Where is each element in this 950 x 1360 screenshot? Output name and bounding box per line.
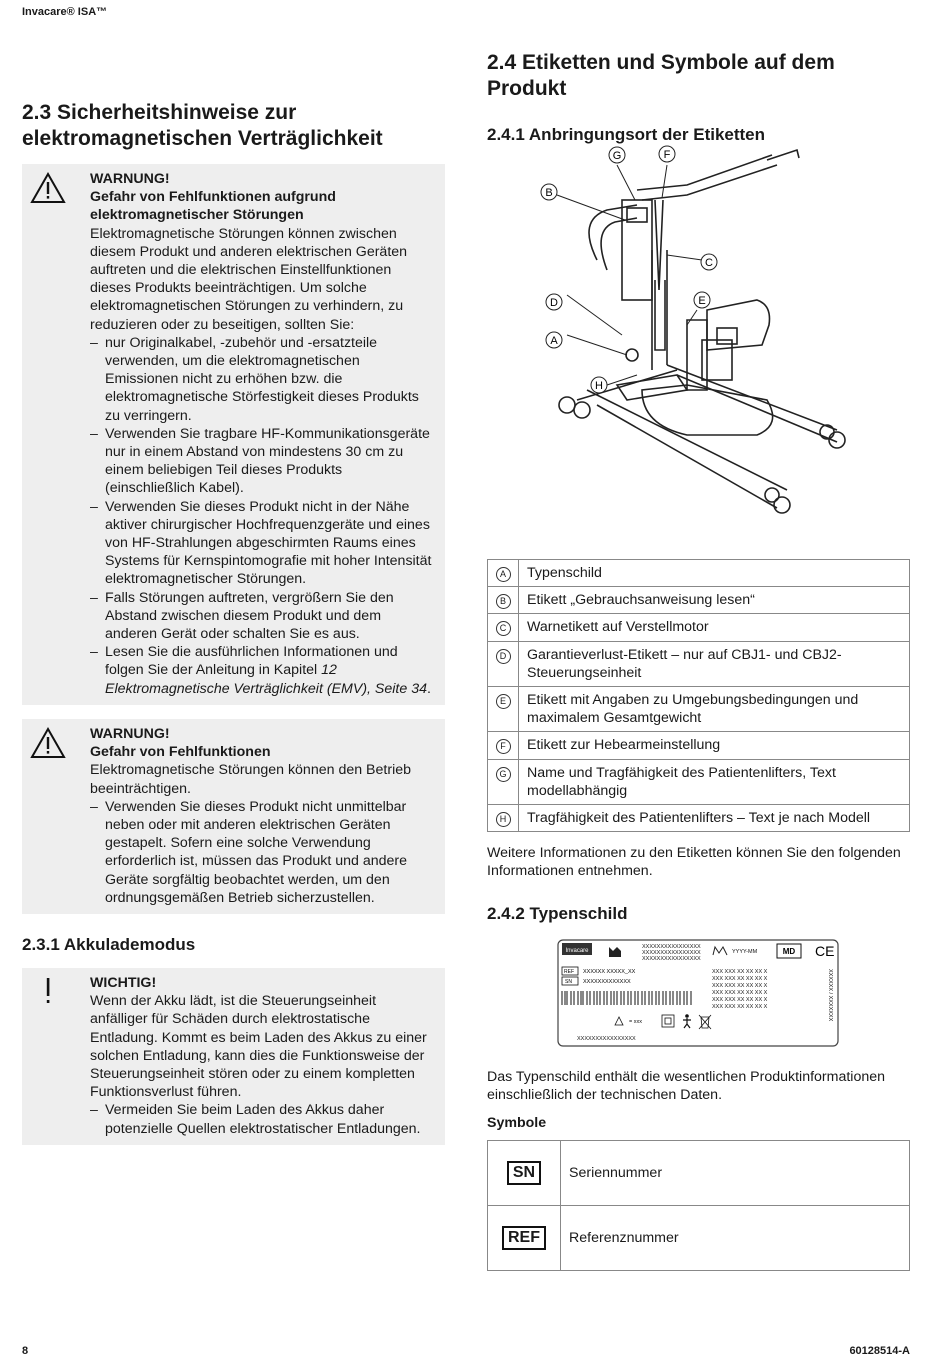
callout-a: A bbox=[550, 335, 558, 347]
callout-h: H bbox=[595, 380, 603, 392]
label-desc: Name und Tragfähigkeit des Patientenlifters, Text modellabhängig bbox=[519, 759, 910, 804]
plate-ref-value: XXXXXX XXXXX_XX bbox=[583, 968, 636, 975]
list-item: – Falls Störungen auftreten, vergrößern Sie den Abstand zwischen diesem Produkt und dem anderen Gerät oder schalten Sie es aus. bbox=[90, 589, 435, 644]
table-row bbox=[488, 1141, 910, 1206]
callout-e: E bbox=[698, 295, 706, 307]
plate-code-line: XXXXXXXXXXXXXXXX bbox=[642, 949, 701, 956]
plate-date: YYYY-MM bbox=[732, 948, 758, 955]
table-row bbox=[488, 805, 910, 832]
label-locations-table bbox=[487, 559, 910, 832]
table-row bbox=[488, 687, 910, 732]
callout-d: D bbox=[550, 297, 558, 309]
important-box bbox=[22, 968, 445, 1145]
label-desc: Etikett „Gebrauchsanweisung lesen“ bbox=[519, 587, 910, 614]
callout-c: C bbox=[705, 257, 713, 269]
chapter-reference-link[interactable]: 12 Elektromagnetische Verträglichkeit (EMV), Seite 34 bbox=[105, 662, 427, 697]
right-column bbox=[487, 50, 910, 1271]
warning-triangle-icon bbox=[30, 172, 66, 204]
plate-brand-logo: Invacare bbox=[565, 947, 589, 954]
document-id: 60128514-A bbox=[849, 1345, 910, 1357]
symbols-heading: Symbole bbox=[487, 1115, 547, 1132]
list-item bbox=[90, 643, 435, 698]
label-key: H bbox=[496, 812, 511, 827]
table-row bbox=[488, 732, 910, 759]
serial-number-symbol: SN bbox=[507, 1161, 541, 1185]
plate-sn-label: SN bbox=[565, 978, 572, 985]
left-column bbox=[22, 100, 445, 1145]
warning-label: WARNUNG! bbox=[90, 171, 170, 187]
plate-side-code: XXXXXX / XXXXXXX bbox=[827, 968, 833, 1021]
label-key: B bbox=[496, 594, 511, 609]
table-row bbox=[488, 560, 910, 587]
label-desc: Warnetikett auf Verstellmotor bbox=[519, 614, 910, 641]
symbol-desc: Referenznummer bbox=[561, 1206, 910, 1271]
plate-sn-value: XXXXXXXXXXXXX bbox=[583, 978, 631, 985]
table-row bbox=[488, 759, 910, 804]
plate-code-line: XXXXXXXXXXXXXXXX bbox=[642, 955, 701, 962]
warning-list bbox=[90, 334, 435, 698]
callout-b: B bbox=[545, 187, 553, 199]
plate-weight: = xxx bbox=[629, 1018, 642, 1025]
symbol-desc: Seriennummer bbox=[561, 1141, 910, 1206]
table-row bbox=[488, 641, 910, 686]
label-key: E bbox=[496, 694, 511, 709]
type-plate-illustration bbox=[557, 939, 839, 1047]
list-item-text: Lesen Sie die ausführlichen Informationen und folgen Sie der Anleitung in Kapitel bbox=[105, 644, 398, 679]
plate-grid-line: XXX XXX XX XX XX X bbox=[712, 968, 768, 975]
warning-text: Elektromagnetische Störungen können zwischen diesem Produkt und anderen elektrischen Geräten auftreten und die elektrischen Einstellfunktionen dieses Produkts beeinträchtigen. Um solche elektromagnetischen Störungen zu verhindern, zu reduzieren oder zu beseitigen, sollten Sie: bbox=[90, 225, 408, 333]
warning-heading: Gefahr von Fehlfunktionen bbox=[90, 744, 271, 761]
plate-code-line: XXXXXXXXXXXXXXXX bbox=[642, 943, 701, 950]
ce-mark: CE bbox=[815, 942, 835, 959]
section-2-4-title: 2.4 Etiketten und Symbole auf dem Produkt bbox=[487, 51, 835, 100]
warning-list bbox=[90, 798, 435, 907]
table-row bbox=[488, 587, 910, 614]
label-desc: Tragfähigkeit des Patientenlifters – Text je nach Modell bbox=[519, 805, 910, 832]
important-label: WICHTIG! bbox=[90, 974, 157, 991]
plate-grid-line: XXX XXX XX XX XX X bbox=[712, 1003, 768, 1010]
section-2-4-1-title: 2.4.1 Anbringungsort der Etiketten bbox=[487, 125, 766, 144]
list-item: – Vermeiden Sie beim Laden des Akkus daher potenzielle Quellen elektrostatischer Entladungen. bbox=[90, 1101, 435, 1137]
plate-grid-line: XXX XXX XX XX XX X bbox=[712, 982, 768, 989]
label-desc: Etikett zur Hebearmeinstellung bbox=[519, 732, 910, 759]
table-row bbox=[488, 614, 910, 641]
label-key: A bbox=[496, 567, 511, 582]
section-2-3-1-title: 2.3.1 Akkulademodus bbox=[22, 934, 196, 954]
table-row bbox=[488, 1206, 910, 1271]
type-plate-text: Das Typenschild enthält die wesentlichen Produktinformationen einschließlich der technischen Daten. bbox=[487, 1068, 886, 1103]
warning-box-malfunction bbox=[22, 719, 445, 914]
label-desc: Typenschild bbox=[519, 560, 910, 587]
more-info-text: Weitere Informationen zu den Etiketten können Sie den folgenden Informationen entnehmen. bbox=[487, 845, 901, 880]
list-item: – nur Originalkabel, -zubehör und -ersatzteile verwenden, um die elektromagnetischen Emissionen nicht zu erhöhen bzw. die elektromagnetische Störfestigkeit dieses Produkts zu verringern. bbox=[90, 334, 435, 425]
plate-bottom-code: XXXXXXXXXXXXXXXX bbox=[577, 1035, 636, 1042]
symbols-table bbox=[487, 1140, 910, 1271]
callout-f: F bbox=[663, 149, 671, 161]
label-key: F bbox=[496, 739, 511, 754]
plate-ref-label: REF bbox=[564, 968, 574, 975]
section-2-4-2-title: 2.4.2 Typenschild bbox=[487, 903, 628, 923]
list-item: – Verwenden Sie dieses Produkt nicht unmittelbar neben oder mit anderen elektrischen Geräten gestapelt. Sofern eine solche Verwendung erforderlich ist, müssen das Produkt und andere Geräte sorgfältig beobachtet werden, um den ordnungsgemäßen Betrieb sicherzustellen. bbox=[90, 798, 435, 907]
warning-label: WARNUNG! bbox=[90, 725, 170, 742]
md-symbol: MD bbox=[782, 946, 796, 956]
page-number: 8 bbox=[22, 1345, 29, 1357]
label-desc: Etikett mit Angaben zu Umgebungsbedingungen und maximalem Gesamtgewicht bbox=[519, 687, 910, 732]
page-header: Invacare® ISA™ bbox=[22, 6, 108, 18]
important-text: Wenn der Akku lädt, ist die Steuerungseinheit anfälliger für Schäden durch elektrostatische Entladung. Kommt es beim Laden des Akkus zu einer solchen Entladung, kann dies die Funktionsweise der Steuerungseinheit stören oder zu einem kompletten Funktionsverlust führen. bbox=[90, 993, 427, 1101]
reference-number-symbol: REF bbox=[502, 1226, 546, 1250]
warning-text: Elektromagnetische Störungen können den Betrieb beeinträchtigen. bbox=[90, 762, 412, 797]
label-key: D bbox=[496, 649, 511, 664]
section-2-3-title: 2.3 Sicherheitshinweise zur elektromagnetischen Verträglichkeit bbox=[22, 101, 383, 150]
warning-triangle-icon bbox=[30, 727, 66, 759]
plate-grid-line: XXX XXX XX XX XX X bbox=[712, 989, 768, 996]
list-item-end: . bbox=[426, 680, 431, 697]
callout-g: G bbox=[612, 150, 622, 162]
label-key: G bbox=[496, 767, 511, 782]
list-item: – Verwenden Sie dieses Produkt nicht in der Nähe aktiver chirurgischer Hochfrequenzgeräte und eines von HF-Strahlungen abgeschirmten Raums eines Systems für Kernspintomografie mit hoher Intensität elektromagnetischer Störungen. bbox=[90, 498, 435, 589]
label-key: C bbox=[496, 621, 511, 636]
exclamation-icon bbox=[30, 976, 66, 1008]
warning-box-emi bbox=[22, 164, 445, 705]
list-item: – Verwenden Sie tragbare HF-Kommunikationsgeräte nur in einem Abstand von mindestens 30 cm zu einem beliebigen Teil dieses Produkts (einschließlich Kabel). bbox=[90, 425, 435, 498]
plate-grid-line: XXX XXX XX XX XX X bbox=[712, 975, 768, 982]
label-desc: Garantieverlust-Etikett – nur auf CBJ1- und CBJ2-Steuerungseinheit bbox=[519, 641, 910, 686]
patient-lifter-figure bbox=[537, 149, 877, 530]
important-list bbox=[90, 1101, 435, 1137]
warning-heading: Gefahr von Fehlfunktionen aufgrund elektromagnetischer Störungen bbox=[90, 189, 336, 224]
plate-grid-line: XXX XXX XX XX XX X bbox=[712, 996, 768, 1003]
